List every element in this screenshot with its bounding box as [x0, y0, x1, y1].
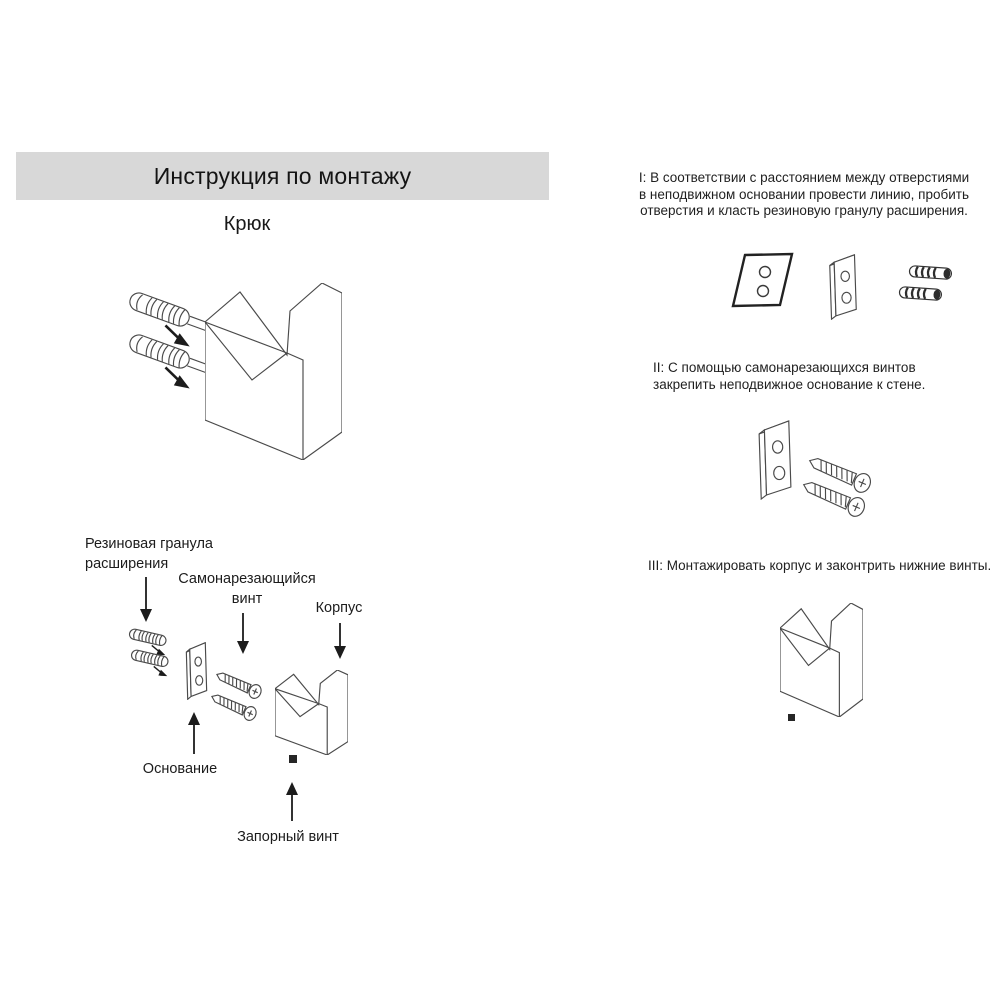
base-plate-icon — [830, 255, 856, 319]
arrow-down-icon — [334, 623, 346, 659]
step-1-illustration — [715, 245, 955, 325]
hook-body-icon — [205, 283, 342, 460]
arrow-down-icon — [237, 613, 249, 654]
arrow-up-icon — [286, 782, 298, 821]
arrow-down-icon — [140, 577, 152, 622]
label-base: Основание — [142, 761, 218, 777]
product-name: Крюк — [223, 213, 271, 235]
step-2-illustration — [745, 415, 935, 525]
step-2-text: II: С помощью самонарезающихся винтов закрепить неподвижное основание к стене. — [653, 360, 926, 392]
lock-screw-icon — [289, 755, 297, 763]
wall-plug-icon — [121, 332, 212, 395]
lock-screw-icon — [788, 714, 795, 721]
drill-template-icon — [733, 254, 792, 306]
assembled-hook-drawing — [100, 260, 400, 490]
label-body: Корпус — [315, 600, 363, 616]
label-lock-screw: Запорный винт — [237, 829, 339, 845]
screw-icon — [214, 668, 263, 700]
hook-body-icon — [275, 670, 348, 755]
page-title: Инструкция по монтажу — [153, 162, 412, 189]
hook-body-icon — [780, 603, 863, 717]
wall-plug-icon — [899, 287, 942, 301]
base-plate-icon — [759, 421, 791, 499]
step-3-illustration — [765, 598, 915, 728]
label-self-tapping-screw: Самонарезающийся винт — [178, 571, 316, 607]
arrow-up-icon — [188, 712, 200, 754]
header-bar — [16, 152, 549, 200]
label-rubber-plug: Резиновая гранула расширения — [85, 536, 213, 572]
wall-plug-icon — [909, 266, 952, 280]
step-3-text: III: Монтажировать корпус и законтрить нижние винты. — [648, 558, 992, 573]
step-1-text: I: В соответствии с расстоянием между отверстиями в неподвижном основании провести линию, пробить отверстия и класть резиновую гранулу расширения. — [638, 170, 970, 218]
wall-plug-icon — [128, 649, 171, 678]
base-plate-icon — [186, 643, 206, 700]
